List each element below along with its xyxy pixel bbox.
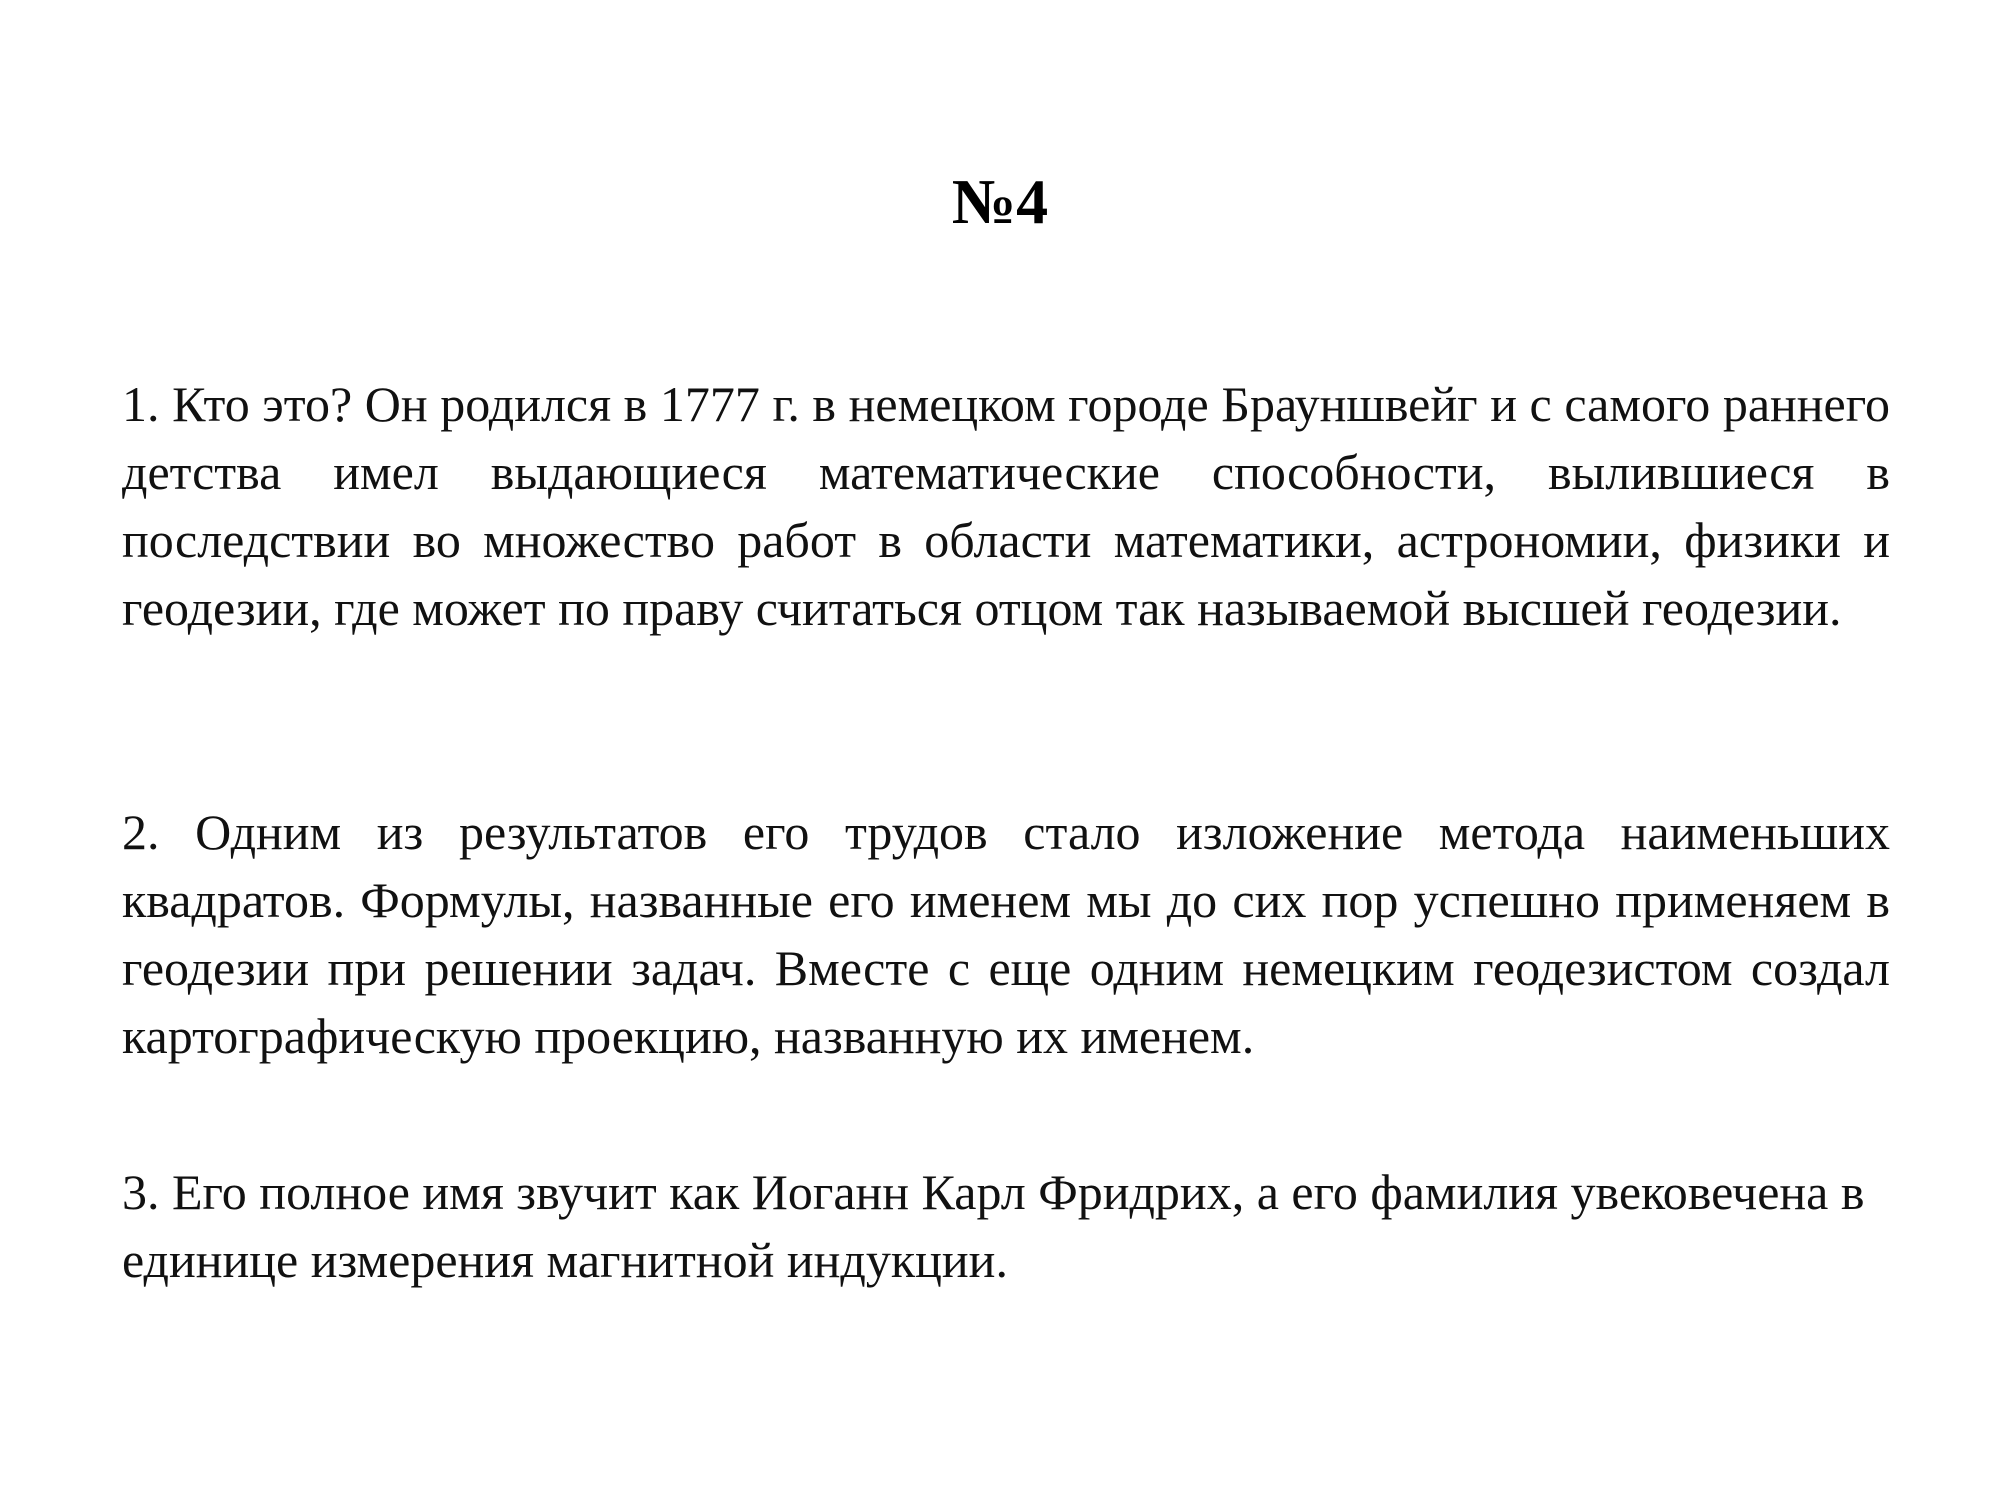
question-1-paragraph: 1. Кто это? Он родился в 1777 г. в немецком городе Брауншвейг и с самого раннего детства имел выдающиеся математические способности, вылившиеся в последствии во множество работ в области математики, астрономии, физики и геодезии, где может по праву считаться отцом так называемой высшей геодезии. [122, 376, 1890, 636]
question-2-paragraph: 2. Одним из результатов его трудов стало изложение метода наименьших квадратов. Формулы, названные его именем мы до сих пор успешно применяем в геодезии при решении задач. Вместе с еще одним немецким геодезистом создал картографическую проекцию, названную их именем. [122, 804, 1890, 1064]
question-3-paragraph: 3. Его полное имя звучит как Иоганн Карл Фридрих, а его фамилия увековечена в единице измерения магнитной индукции. [122, 1164, 1865, 1288]
slide-title: №4 [951, 166, 1049, 237]
